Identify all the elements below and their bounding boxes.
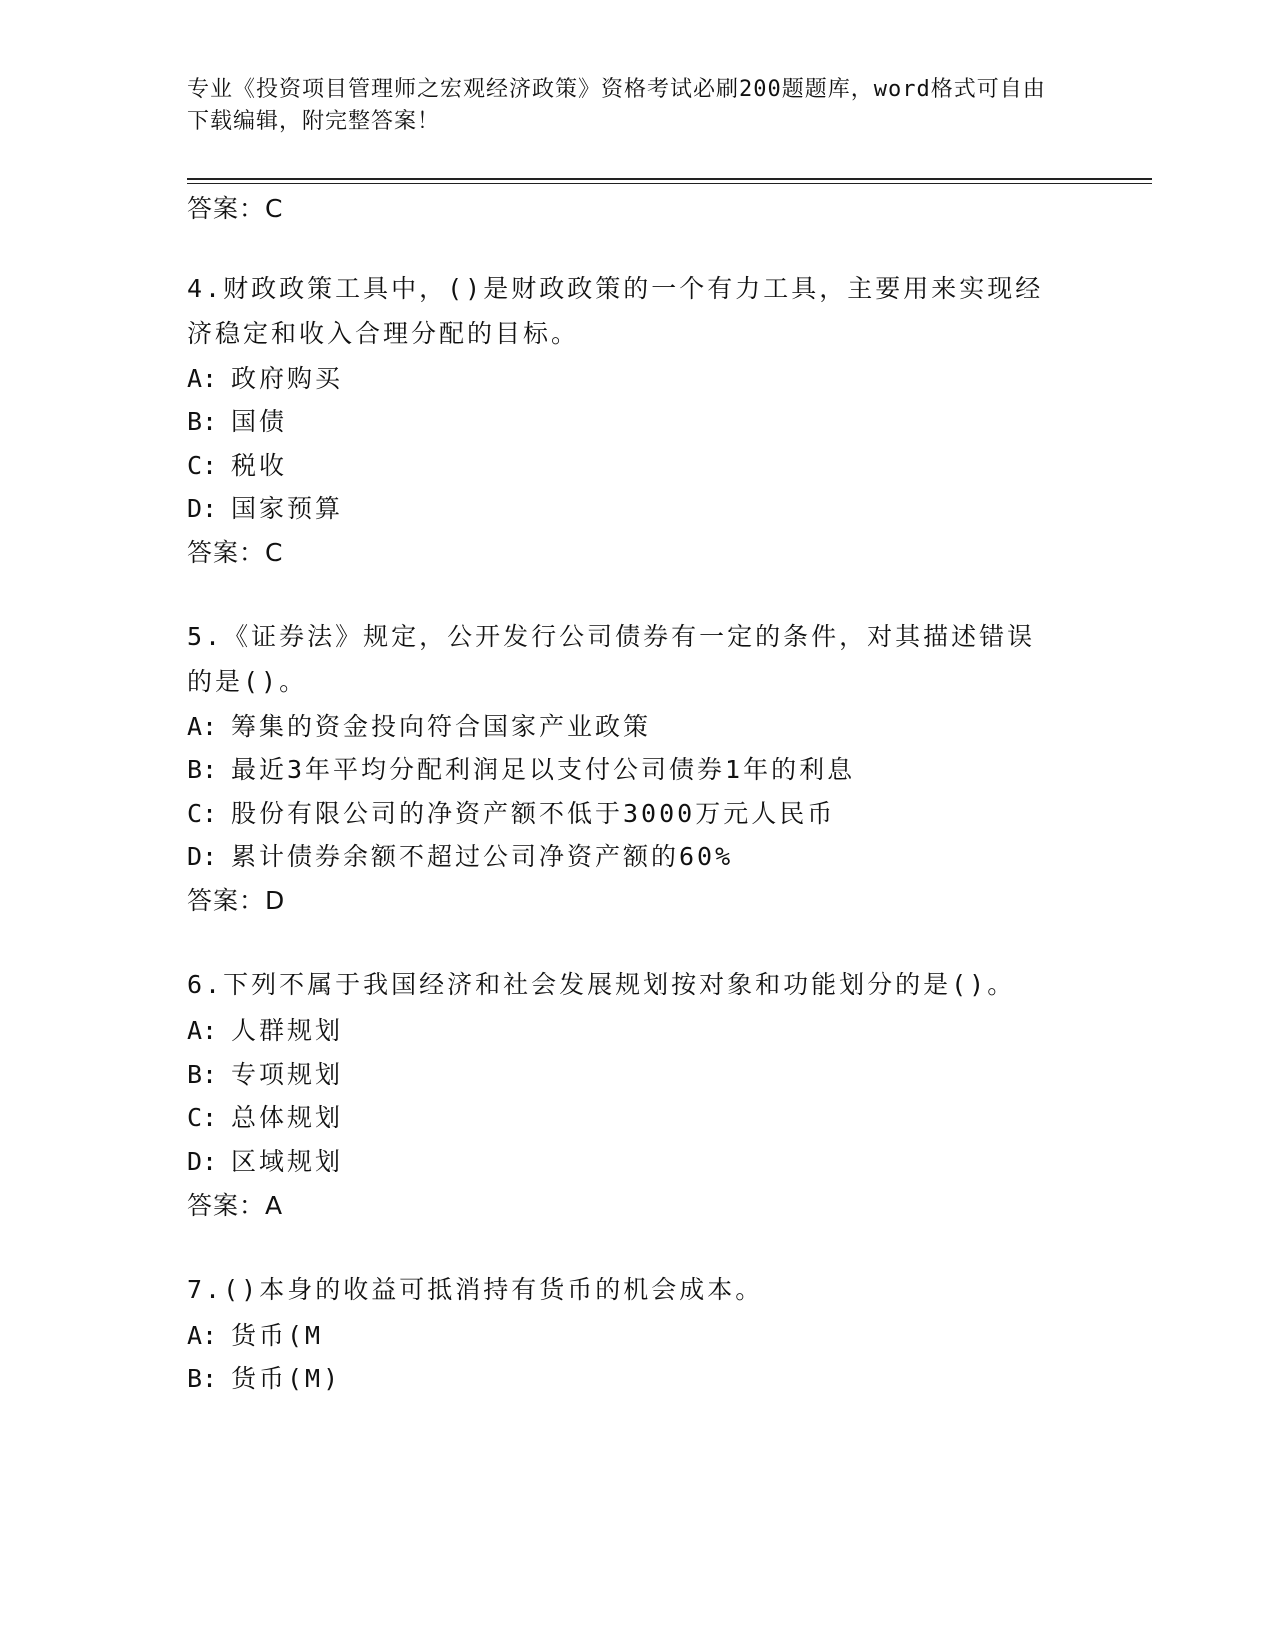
option-key: D: [187,494,218,523]
question-text: 6.下列不属于我国经济和社会发展规划按对象和功能划分的是()。 [187,970,1016,999]
question-text: 7.()本身的收益可抵消持有货币的机会成本。 [187,1275,764,1304]
option-text: 政府购买 [231,364,344,393]
option-b [187,1362,341,1396]
option-text: 区域规划 [231,1147,344,1176]
option-key: A: [187,364,218,393]
option-text: 股份有限公司的净资产额不低于3000万元人民币 [231,799,836,828]
option-text: 最近3年平均分配利润足以支付公司债券1年的利息 [231,755,856,784]
option-text: 国家预算 [231,494,344,523]
option-key: C: [187,799,218,828]
answer-line [187,884,285,918]
option-text: 累计债券余额不超过公司净资产额的60% [231,842,734,871]
answer-line [187,536,283,570]
option-a [187,362,343,396]
answer-line [187,1189,283,1223]
option-b [187,1058,343,1092]
answer-value: C [265,538,284,567]
question-text: 4.财政政策工具中，()是财政政策的一个有力工具，主要用来实现经济稳定和收入合理分配的目标。 [187,274,1044,348]
option-key: A: [187,1321,218,1350]
option-text: 货币(M [231,1321,324,1350]
option-key: B: [187,1060,218,1089]
option-c [187,797,835,831]
option-d [187,1145,343,1179]
option-text: 人群规划 [231,1016,344,1045]
option-text: 税收 [231,451,288,480]
option-key: A: [187,712,218,741]
option-key: D: [187,842,218,871]
option-key: A: [187,1016,218,1045]
header-rule [187,178,1152,184]
option-key: B: [187,1364,218,1393]
option-key: B: [187,407,218,436]
option-text: 总体规划 [231,1103,344,1132]
option-d [187,840,733,874]
option-key: D: [187,1147,218,1176]
option-a [187,1319,323,1353]
option-key: C: [187,1103,218,1132]
answer-line [187,192,283,226]
option-key: B: [187,755,218,784]
answer-label: 答案： [187,194,266,223]
option-c [187,449,287,483]
answer-value: A [265,1191,284,1220]
option-a [187,1014,343,1048]
option-text: 货币(M) [231,1364,342,1393]
option-text: 国债 [231,407,288,436]
option-b [187,405,287,439]
answer-label: 答案： [187,538,266,567]
option-b [187,753,855,787]
question-text: 5.《证券法》规定，公开发行公司债券有一定的条件，对其描述错误的是()。 [187,622,1036,696]
option-a [187,710,651,744]
option-key: C: [187,451,218,480]
option-text: 筹集的资金投向符合国家产业政策 [231,712,652,741]
option-d [187,492,343,526]
answer-value: C [265,194,284,223]
answer-label: 答案： [187,886,266,915]
answer-value: D [265,886,286,915]
option-text: 专项规划 [231,1060,344,1089]
document-header: 专业《投资项目管理师之宏观经济政策》资格考试必刷200题题库，word格式可自由下载编辑，附完整答案！ [187,77,1046,134]
option-c [187,1101,343,1135]
answer-label: 答案： [187,1191,266,1220]
